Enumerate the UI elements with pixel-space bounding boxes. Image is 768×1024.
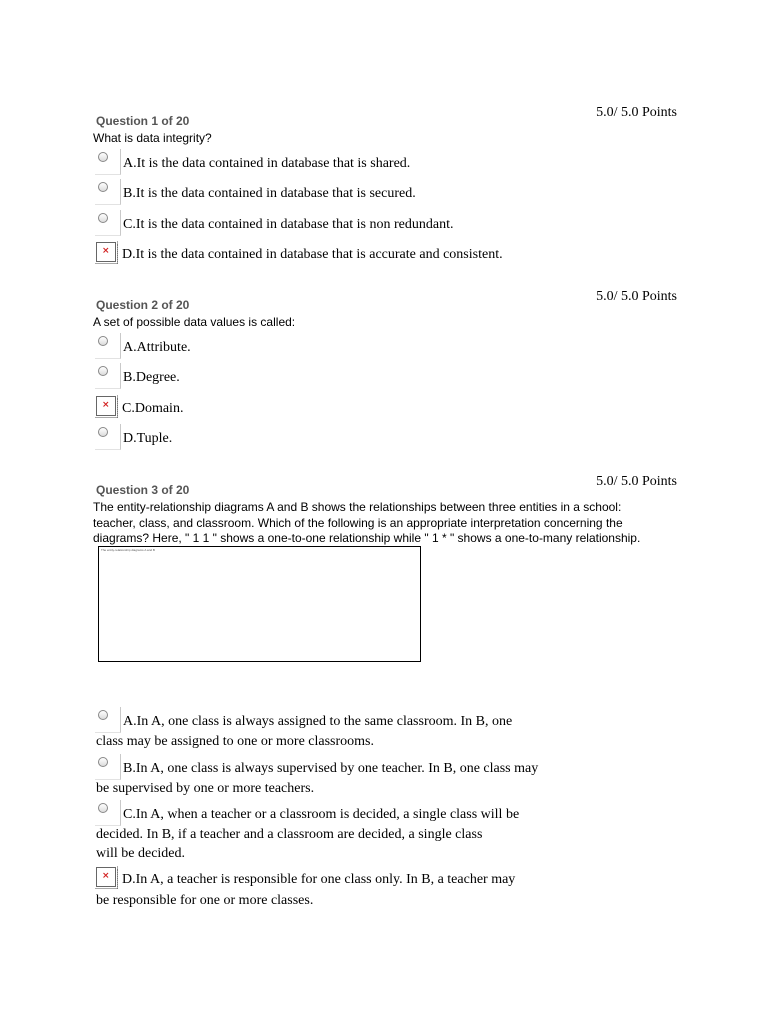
option-label: D.Tuple. [123, 431, 173, 446]
option-label: A.In A, one class is always assigned to the same classroom. In B, one [123, 714, 513, 729]
options-list [93, 155, 683, 271]
option-a[interactable] [93, 155, 683, 179]
option-label-continued: be responsible for one or more classes. [96, 893, 314, 908]
option-d[interactable] [93, 871, 683, 911]
option-label: A.Attribute. [123, 339, 191, 355]
radio-unselected-icon[interactable] [98, 182, 108, 192]
er-diagram-image [98, 546, 421, 662]
option-label-continued: will be decided. [96, 845, 186, 861]
option-a[interactable] [93, 339, 683, 363]
question-1 [93, 105, 683, 277]
option-label: C.It is the data contained in database that is non redundant. [123, 216, 454, 232]
option-label: A.It is the data contained in database that is shared. [123, 155, 411, 171]
radio-unselected-icon[interactable] [98, 427, 108, 437]
options-list [93, 713, 683, 911]
options-list [93, 339, 683, 455]
option-c[interactable] [93, 806, 683, 863]
question-points: 5.0/ 5.0 Points [596, 105, 677, 120]
question-text: What is data integrity? [93, 131, 212, 145]
radio-unselected-icon[interactable] [98, 757, 108, 767]
diagram-caption: The entity-relationship diagrams A and B [101, 548, 155, 552]
option-b[interactable] [93, 185, 683, 209]
option-label-continued: class may be assigned to one or more classrooms. [96, 734, 374, 749]
question-text-line: diagrams? Here, " 1 1 " shows a one-to-one relationship while " 1 * " shows a one-to-many relationship. [93, 531, 641, 545]
option-label: B.Degree. [123, 370, 180, 385]
option-label-continued: be supervised by one or more teachers. [96, 780, 315, 796]
radio-unselected-icon[interactable] [98, 213, 108, 223]
question-number: Question 1 of 20 [96, 114, 190, 128]
radio-unselected-icon[interactable] [98, 803, 108, 813]
option-d[interactable] [93, 430, 683, 454]
radio-unselected-icon[interactable] [98, 710, 108, 720]
question-points: 5.0/ 5.0 Points [596, 289, 677, 304]
option-c[interactable] [93, 216, 683, 240]
radio-unselected-icon[interactable] [98, 366, 108, 376]
option-c[interactable] [93, 400, 683, 424]
question-3-options [93, 713, 683, 917]
option-label: D.It is the data contained in database that is accurate and consistent. [122, 247, 503, 262]
question-text-line: The entity-relationship diagrams A and B shows the relationships between three entities in a school: [93, 500, 622, 514]
question-text-line: teacher, class, and classroom. Which of the following is an appropriate interpretation concerning the [93, 515, 623, 530]
radio-unselected-icon[interactable] [98, 336, 108, 346]
question-3 [93, 474, 683, 547]
question-header [93, 289, 683, 314]
option-label: B.In A, one class is always supervised by one teacher. In B, one class may [123, 760, 539, 776]
option-d[interactable] [93, 246, 683, 270]
question-2 [93, 289, 683, 461]
question-number: Question 2 of 20 [96, 298, 190, 312]
option-label: C.In A, when a teacher or a classroom is decided, a single class will be [123, 807, 520, 822]
radio-unselected-icon[interactable] [98, 152, 108, 162]
option-label: B.It is the data contained in database that is secured. [123, 186, 416, 201]
option-b[interactable] [93, 369, 683, 393]
broken-image-icon[interactable]: × [95, 396, 120, 421]
question-text [93, 500, 683, 547]
option-label-continued: decided. In B, if a teacher and a classroom are decided, a single class [96, 827, 483, 842]
option-b[interactable] [93, 760, 683, 799]
option-label: D.In A, a teacher is responsible for one class only. In B, a teacher may [122, 872, 516, 887]
option-a[interactable] [93, 713, 683, 752]
broken-image-icon[interactable]: × [95, 867, 120, 892]
broken-image-icon[interactable]: × [95, 242, 120, 267]
option-label: C.Domain. [122, 400, 184, 416]
question-text: A set of possible data values is called: [93, 315, 296, 329]
question-header [93, 105, 683, 130]
question-points: 5.0/ 5.0 Points [596, 474, 677, 489]
question-header [93, 474, 683, 499]
question-number: Question 3 of 20 [96, 483, 190, 497]
